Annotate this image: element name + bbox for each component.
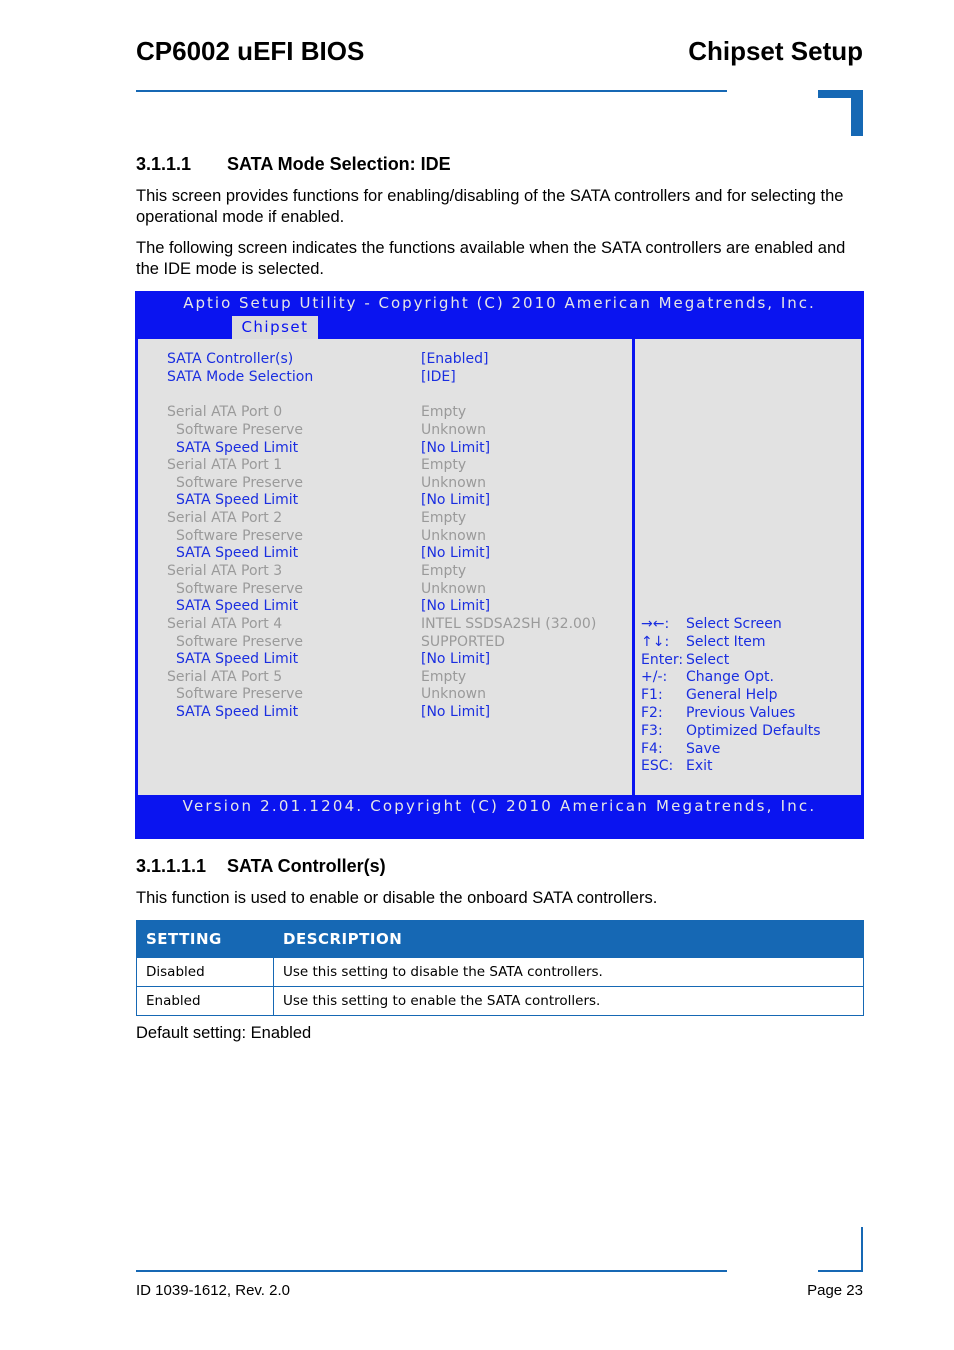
table-cell: Use this setting to enable the SATA controllers. xyxy=(274,987,864,1016)
bios-setting-value: Empty xyxy=(421,457,467,473)
bios-setting-label: Software Preserve xyxy=(176,475,303,491)
bios-setting-value: INTEL SSDSA2SH (32.00) xyxy=(421,616,597,632)
bios-help-key: +/-: xyxy=(641,669,668,686)
bios-setting-label: Serial ATA Port 4 xyxy=(167,616,283,632)
section-title: SATA Mode Selection: IDE xyxy=(227,154,451,174)
bios-setting-value[interactable]: [No Limit] xyxy=(421,704,491,720)
default-setting: Default setting: Enabled xyxy=(136,1024,312,1042)
bios-setting-value[interactable]: [No Limit] xyxy=(421,651,491,667)
bios-setting-label[interactable]: SATA Speed Limit xyxy=(176,492,299,508)
bios-setting-value: Empty xyxy=(421,510,467,526)
bios-help-desc: Previous Values xyxy=(686,705,796,721)
section-paragraph: The following screen indicates the functions available when the SATA controllers are enabled and the IDE mode is selected. xyxy=(136,239,846,278)
chapter-title: Chipset Setup xyxy=(688,36,863,66)
bios-setting-value: Unknown xyxy=(421,686,486,702)
bios-help-desc: Select Item xyxy=(686,633,766,650)
bios-setting-value: SUPPORTED xyxy=(421,634,505,650)
bios-help-desc: Select xyxy=(686,651,730,668)
table-row xyxy=(137,987,864,1016)
bios-setting-label: Software Preserve xyxy=(176,686,303,702)
bios-help-key: F3: xyxy=(641,722,663,739)
subsection-title: SATA Controller(s) xyxy=(227,856,386,876)
bios-setting-label[interactable]: SATA Speed Limit xyxy=(176,440,299,456)
bios-setting-value[interactable]: [No Limit] xyxy=(421,598,491,614)
bios-help-key: ESC: xyxy=(641,758,674,775)
table-row xyxy=(137,958,864,987)
bios-setting-label: Serial ATA Port 5 xyxy=(167,669,283,685)
bios-setting-label[interactable]: SATA Speed Limit xyxy=(176,704,299,720)
bios-help-desc: Change Opt. xyxy=(686,669,774,686)
bios-help-desc: Select Screen xyxy=(686,616,782,632)
bios-setting-value: Unknown xyxy=(421,422,486,438)
doc-title: CP6002 uEFI BIOS xyxy=(136,36,365,66)
bios-setting-value: Empty xyxy=(421,563,467,579)
bios-help-key: →←: xyxy=(641,616,670,632)
bios-help-key: F1: xyxy=(641,687,663,704)
bios-setting-label[interactable]: SATA Speed Limit xyxy=(176,651,299,667)
section-paragraph: This screen provides functions for enabling/disabling of the SATA controllers and for selecting the operational mode if enabled. xyxy=(136,187,844,226)
bios-screen xyxy=(135,291,864,839)
bios-footer: Version 2.01.1204. Copyright (C) 2010 American Megatrends, Inc. xyxy=(182,797,817,815)
bios-setting-label: Serial ATA Port 1 xyxy=(167,457,283,473)
table-header: SETTING xyxy=(137,921,274,958)
bios-setting-label: Serial ATA Port 0 xyxy=(167,404,283,420)
bios-setting-value: Empty xyxy=(421,404,467,420)
bios-help-desc: Optimized Defaults xyxy=(686,722,821,739)
bios-setting-label[interactable]: SATA Controller(s) xyxy=(167,351,294,367)
subsection-heading xyxy=(136,856,386,877)
footer-rule xyxy=(136,1270,727,1272)
bios-help-key: F4: xyxy=(641,740,663,757)
table-cell: Disabled xyxy=(137,958,274,987)
section-number: 3.1.1.1 xyxy=(136,154,192,174)
table-header-row xyxy=(137,921,864,958)
bios-setting-value: Empty xyxy=(421,669,467,685)
bios-setting-value[interactable]: [IDE] xyxy=(421,369,456,385)
page-number: Page 23 xyxy=(807,1282,863,1299)
settings-table xyxy=(136,920,864,1016)
subsection-number: 3.1.1.1.1 xyxy=(136,856,207,876)
document-id: ID 1039-1612, Rev. 2.0 xyxy=(136,1282,290,1299)
corner-mark xyxy=(818,1270,863,1272)
bios-setting-value[interactable]: [No Limit] xyxy=(421,545,491,561)
bios-help-desc: Save xyxy=(686,740,721,757)
bios-settings-panel xyxy=(138,339,632,795)
bios-help-key: F2: xyxy=(641,705,663,721)
header-rule xyxy=(136,90,727,92)
bios-setting-value[interactable]: [No Limit] xyxy=(421,492,491,508)
section-heading xyxy=(136,154,451,175)
bios-setting-value: Unknown xyxy=(421,475,486,491)
bios-setting-label[interactable]: SATA Speed Limit xyxy=(176,598,299,614)
table-cell: Use this setting to disable the SATA controllers. xyxy=(274,958,864,987)
bios-setting-label: Software Preserve xyxy=(176,422,303,438)
bios-help-key: Enter: xyxy=(641,651,684,668)
corner-mark xyxy=(851,90,863,136)
bios-setting-value[interactable]: [No Limit] xyxy=(421,440,491,456)
bios-help-desc: Exit xyxy=(686,758,713,775)
subsection-paragraph: This function is used to enable or disable the onboard SATA controllers. xyxy=(136,889,658,907)
bios-setting-label[interactable]: SATA Speed Limit xyxy=(176,545,299,561)
bios-help-desc: General Help xyxy=(686,687,778,704)
bios-setting-value: Unknown xyxy=(421,581,486,597)
bios-setting-value[interactable]: [Enabled] xyxy=(421,351,489,367)
bios-title: Aptio Setup Utility - Copyright (C) 2010 American Megatrends, Inc. xyxy=(183,294,816,312)
corner-mark xyxy=(861,1227,863,1272)
bios-setting-label: Serial ATA Port 2 xyxy=(167,510,283,526)
bios-setting-label: Software Preserve xyxy=(176,634,303,650)
table-header: DESCRIPTION xyxy=(274,921,864,958)
bios-setting-label[interactable]: SATA Mode Selection xyxy=(167,369,314,385)
bios-help-panel xyxy=(635,339,861,795)
bios-setting-label: Serial ATA Port 3 xyxy=(167,563,283,579)
bios-setting-label: Software Preserve xyxy=(176,528,303,544)
bios-setting-label: Software Preserve xyxy=(176,581,303,597)
table-cell: Enabled xyxy=(137,987,274,1016)
bios-setting-value: Unknown xyxy=(421,528,486,544)
bios-tab-chipset[interactable]: Chipset xyxy=(232,316,318,339)
bios-help-key: ↑↓: xyxy=(641,633,670,650)
